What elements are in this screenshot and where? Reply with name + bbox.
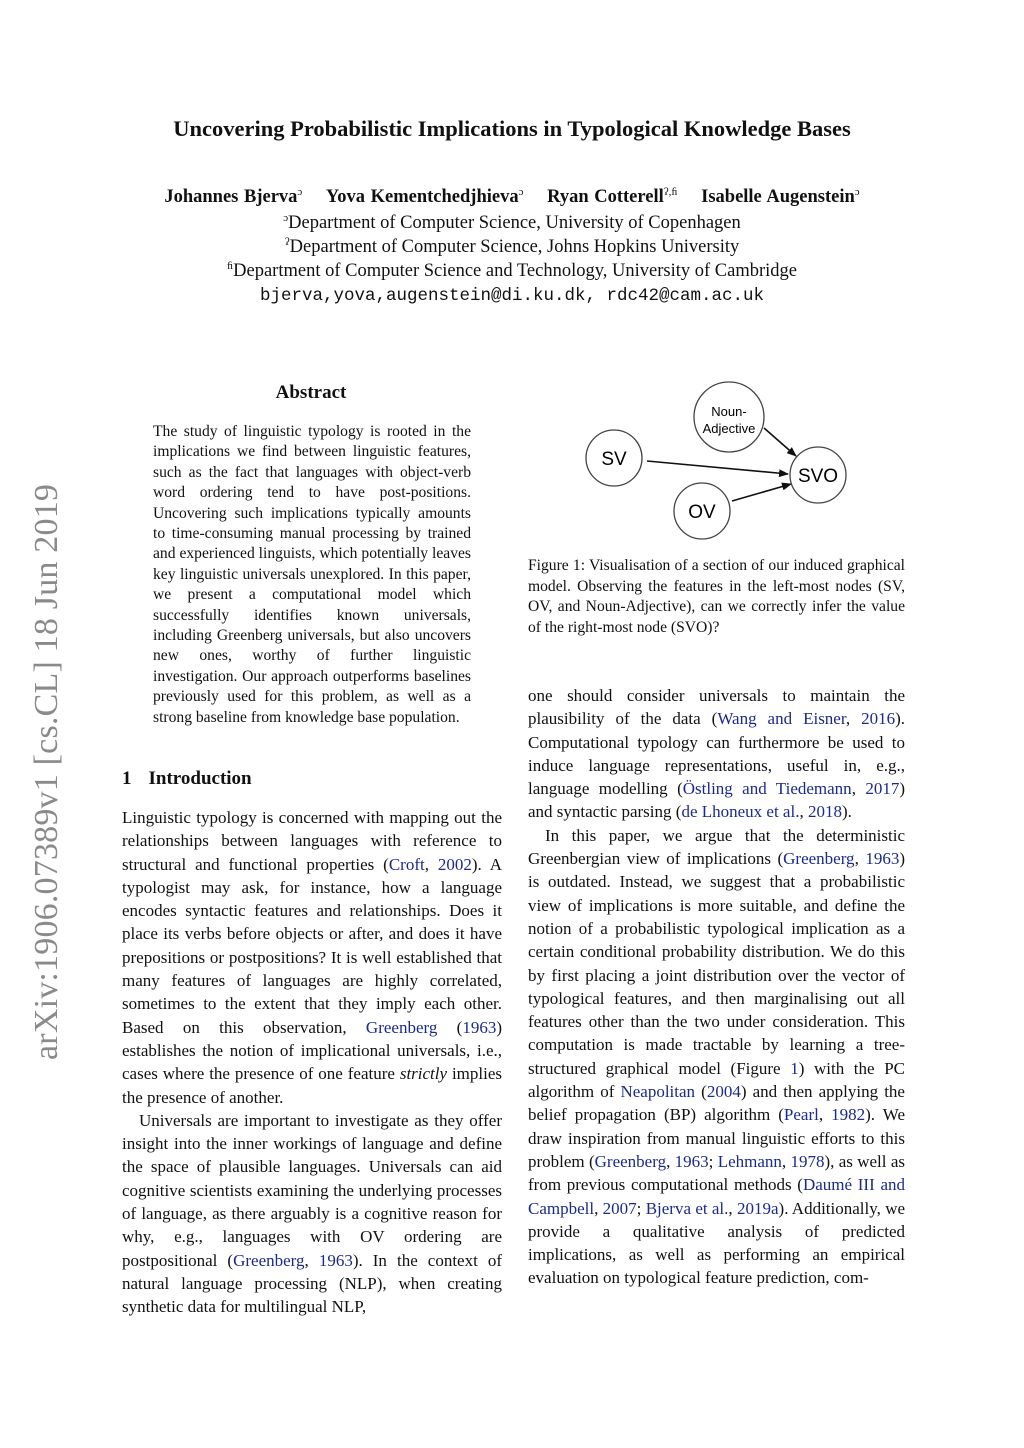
citation-link[interactable]: 2018 (807, 802, 842, 822)
affiliation (0, 212, 1024, 234)
text: ). Additionally, we provide a qualitative analysis of predicted implications, as well as performing an empirical evaluation on typological feature prediction, com- (528, 1198, 906, 1288)
edge-sv-svo (647, 461, 788, 474)
text: ; (708, 1151, 718, 1171)
citation-link[interactable]: Östling and Tiedemann (682, 779, 852, 799)
edge-noun-adjective-svo (764, 428, 796, 456)
abstract-heading: Abstract (275, 382, 347, 403)
text: , (854, 849, 866, 869)
text: Linguistic typology is concerned with mapping out the relationships between languages with reference to structural and functional properties ( (122, 808, 502, 874)
edge-ov-svo (732, 484, 791, 501)
paper-title: Uncovering Probabilistic Implications in Typological Knowledge Bases (173, 116, 851, 141)
author-name: Isabelle Augenstein (701, 187, 855, 208)
text: ). In the context of natural language processing (NLP), when creating synthetic data for multilingual NLP, (122, 1250, 503, 1317)
author (164, 187, 302, 207)
text: , (594, 1198, 603, 1218)
text: , (666, 1151, 675, 1171)
arxiv-identifier: arXiv:1906.07389v1 [cs.CL] 18 Jun 2019 (28, 483, 65, 1060)
figure-caption: Figure 1: Visualisation of a section of our induced graphical model. Observing the features in the left-most nodes (SV, OV, and Noun-Adjective), can we correctly infer the value of the right-most node (SVO)? (528, 557, 905, 636)
node-svo-label: SVO (797, 466, 839, 487)
author-affil-mark: ɔ (297, 186, 303, 198)
citation-link[interactable]: 1978 (790, 1151, 825, 1171)
affiliation (0, 236, 1024, 258)
text: ), as well as from previous computational methods ( (528, 1151, 905, 1195)
author-name: Johannes Bjerva (164, 187, 298, 208)
text: ). We draw inspiration from manual linguistic efforts to this problem ( (528, 1105, 905, 1171)
text: , (851, 779, 866, 799)
text: ) and syntactic parsing ( (528, 779, 905, 822)
right-column-body (528, 684, 905, 1290)
affil-mark: ʔ (284, 236, 290, 248)
author (547, 187, 677, 207)
citation-link[interactable]: Lehmann (717, 1151, 782, 1171)
citation-link[interactable]: 1963 (318, 1250, 353, 1270)
intro-paragraph (528, 684, 905, 824)
text: ( (695, 1082, 707, 1102)
text: , (799, 802, 808, 822)
section-heading-introduction (122, 768, 252, 790)
text: , (818, 1105, 832, 1125)
text: ) is outdated. Instead, we suggest that a probabilistic view of implications is more suitable, and define the notion of a probabilistic typological implication as a certain conditional probability distribution. We do this by first placing a joint distribution over the vector of typological features, and then marginalising out all features other than the two under consideration. This computation is made tractable by learning a tree-structured graphical model (Figure (528, 849, 905, 1078)
citation-link[interactable]: de Lhoneux et al. (681, 802, 800, 822)
citation-link[interactable]: 2004 (706, 1082, 741, 1102)
citation-link[interactable]: 2019a (736, 1198, 779, 1218)
section-number: 1 (122, 768, 132, 789)
citation-link[interactable]: Greenberg (365, 1017, 438, 1037)
emphasis: strictly (399, 1064, 448, 1084)
citation-link[interactable]: Pearl (783, 1105, 819, 1125)
author-emails: bjerva,yova,augenstein@di.ku.dk, rdc42@cam.ac.uk (259, 286, 765, 306)
author-affil-mark: ɔ (518, 186, 524, 198)
text: , (781, 1151, 791, 1171)
text: ) and then applying the belief propagation (BP) algorithm ( (528, 1082, 905, 1125)
citation-link[interactable]: 2016 (861, 709, 896, 729)
section-title: Introduction (148, 768, 252, 789)
text: one should consider universals to maintain the plausibility of the data ( (528, 686, 905, 729)
citation-link[interactable]: 2017 (865, 779, 900, 799)
citation-link[interactable]: Wang and Eisner (717, 709, 846, 729)
abstract-text (153, 422, 471, 728)
author-name: Yova Kementchedjhieva (325, 187, 519, 208)
author-affil-mark: ʔ,ﬁ (663, 186, 678, 198)
affil-mark: ɔ (283, 212, 289, 224)
text: , (424, 854, 438, 874)
text: ) with the PC algorithm of (528, 1058, 905, 1102)
text: , (304, 1250, 319, 1270)
citation-link[interactable]: Daumé III and Campbell (528, 1175, 905, 1218)
text: , (728, 1198, 737, 1218)
citation-link[interactable]: 2007 (602, 1198, 637, 1218)
author (326, 187, 524, 207)
affiliation (0, 260, 1024, 282)
node-noun-adjective-label: Adjective (702, 421, 756, 436)
intro-paragraph (122, 806, 502, 1109)
text: ( (437, 1017, 463, 1037)
text: Universals are important to investigate as they offer insight into the inner workings of language and define the space of plausible languages. Universals can aid cognitive scientists examining the underlying processes of language, as there arguably is a cognitive reason for why, e.g., languages with OV ordering are postpositional ( (122, 1110, 502, 1270)
node-sv-label: SV (601, 449, 627, 470)
citation-link[interactable]: Greenberg (594, 1151, 667, 1171)
citation-link[interactable]: Croft (388, 854, 425, 874)
affil-text: Department of Computer Science, Johns Hopkins University (289, 237, 740, 258)
left-column-body (122, 806, 502, 1319)
text: ) establishes the notion of implicational universals, i.e., cases where the presence of one feature (122, 1017, 503, 1084)
author (701, 187, 860, 207)
text: ; (636, 1198, 646, 1218)
citation-link[interactable]: Greenberg (783, 849, 855, 869)
figure-reference-link[interactable]: 1 (790, 1058, 799, 1078)
text: ). A typologist may ask, for instance, how a language encodes syntactic features and relationships. Does it place its verbs before objects or after, and does it have prepositions or postpositions? It is well established that many features of languages are highly correlated, sometimes to the extent that they imply each other. Based on this observation, (122, 854, 503, 1037)
node-noun-adjective-label: Noun- (711, 404, 747, 419)
intro-paragraph (528, 824, 905, 1290)
text: ). Computational typology can furthermore be used to induce language representations, useful in, e.g., language modelling ( (528, 709, 905, 799)
graphical-model-figure (560, 376, 860, 546)
citation-link[interactable]: Bjerva et al. (645, 1198, 729, 1218)
text: , (845, 709, 862, 729)
text: implies the presence of another. (122, 1064, 503, 1107)
text: ). (841, 802, 852, 822)
author-affil-mark: ɔ (854, 186, 860, 198)
affil-mark: ﬁ (227, 260, 234, 272)
citation-link[interactable]: 1963 (674, 1151, 709, 1171)
citation-link[interactable]: 1963 (462, 1017, 497, 1037)
abstract-paragraph: The study of linguistic typology is rooted in the implications we find between linguistic features, such as the fact that languages with object-verb word ordering tend to have post-positions. Uncovering such implications typically amounts to time-consuming manual processing by trained and experienced linguists, which potentially leaves key linguistic universals unexplored. In this paper, we present a computational model which successfully identifies known universals, including Greenberg universals, but also uncovers new ones, worthy of further linguistic investigation. Our approach outperforms baselines previously used for this problem, as well as a strong baseline from knowledge base population. (153, 423, 471, 726)
intro-paragraph (122, 1109, 502, 1319)
citation-link[interactable]: Greenberg (233, 1250, 305, 1270)
node-ov-label: OV (688, 502, 716, 523)
citation-link[interactable]: 1963 (865, 849, 900, 869)
author-name: Ryan Cotterell (547, 187, 664, 208)
affil-text: Department of Computer Science, University of Copenhagen (288, 213, 741, 234)
citation-link[interactable]: Neapolitan (620, 1082, 696, 1102)
text: In this paper, we argue that the deterministic Greenbergian view of implications ( (528, 825, 905, 869)
author-list (0, 186, 1024, 208)
affil-text: Department of Computer Science and Technology, University of Cambridge (233, 261, 797, 282)
citation-link[interactable]: 1982 (831, 1105, 866, 1125)
citation-link[interactable]: 2002 (437, 854, 472, 874)
